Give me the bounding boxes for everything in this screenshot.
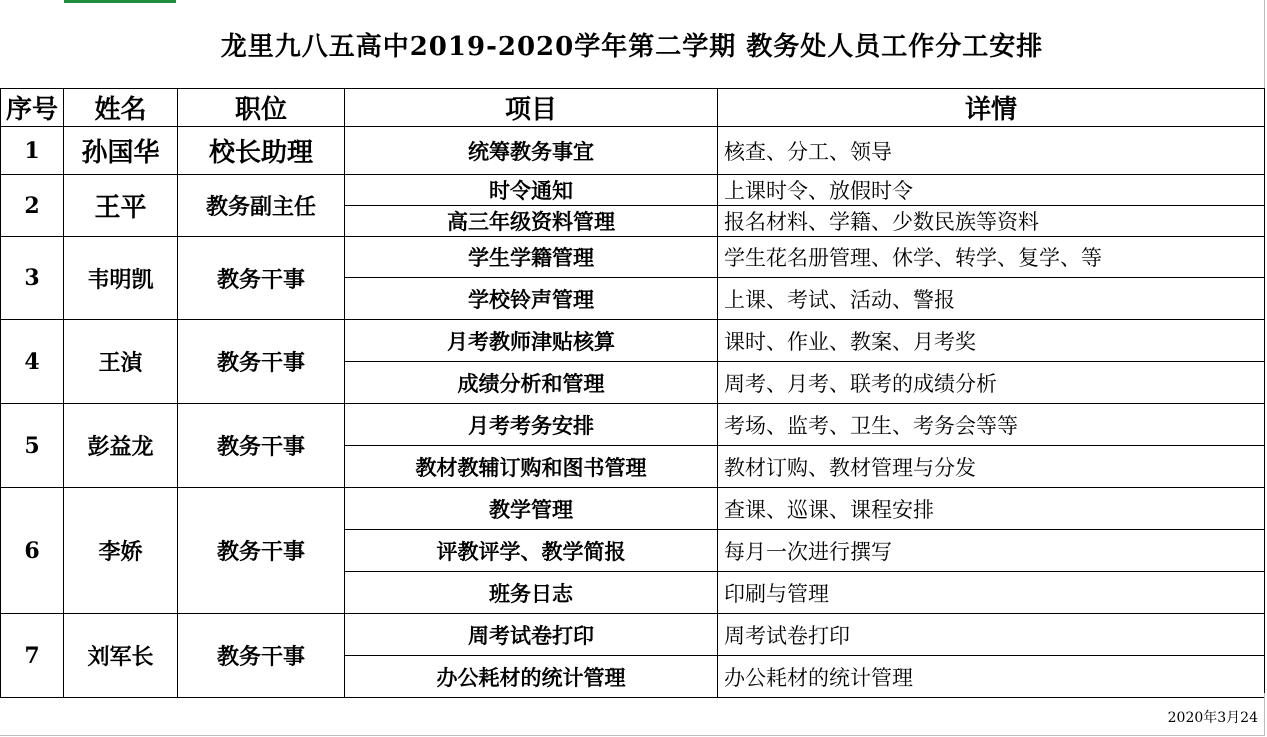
footer-date: 2020年3月24	[1167, 710, 1258, 726]
detail-cell: 上课、考试、活动、警报	[718, 278, 1265, 320]
item-cell: 时令通知	[345, 175, 718, 206]
seq-cell: 3	[1, 237, 64, 320]
item-cell: 班务日志	[345, 572, 718, 614]
name-cell: 刘军长	[64, 614, 178, 698]
header-item: 项目	[345, 89, 718, 127]
detail-cell: 印刷与管理	[718, 572, 1265, 614]
item-cell: 成绩分析和管理	[345, 362, 718, 404]
detail-cell: 办公耗材的统计管理	[718, 656, 1265, 698]
name-cell: 孙国华	[64, 127, 178, 175]
item-cell: 学校铃声管理	[345, 278, 718, 320]
item-cell: 高三年级资料管理	[345, 206, 718, 237]
item-cell: 周考试卷打印	[345, 614, 718, 656]
item-cell: 教材教辅订购和图书管理	[345, 446, 718, 488]
detail-cell: 每月一次进行撰写	[718, 530, 1265, 572]
name-cell: 彭益龙	[64, 404, 178, 488]
position-cell: 教务干事	[178, 404, 345, 488]
title-text: 龙里九八五高中2019-2020学年第二学期 教务处人员工作分工安排	[220, 31, 1044, 62]
detail-cell: 周考试卷打印	[718, 614, 1265, 656]
item-cell: 评教评学、教学简报	[345, 530, 718, 572]
header-name: 姓名	[64, 89, 178, 127]
page-title	[0, 0, 1265, 89]
assignment-table	[0, 88, 1265, 698]
position-cell: 教务副主任	[178, 175, 345, 237]
detail-cell: 报名材料、学籍、少数民族等资料	[718, 206, 1265, 237]
name-cell: 王平	[64, 175, 178, 237]
detail-cell: 课时、作业、教案、月考奖	[718, 320, 1265, 362]
seq-cell: 2	[1, 175, 64, 237]
position-cell: 教务干事	[178, 614, 345, 698]
seq-cell: 1	[1, 127, 64, 175]
table-row	[1, 488, 1265, 530]
position-cell: 教务干事	[178, 488, 345, 614]
position-cell: 教务干事	[178, 237, 345, 320]
detail-cell: 教材订购、教材管理与分发	[718, 446, 1265, 488]
seq-cell: 4	[1, 320, 64, 404]
seq-cell: 7	[1, 614, 64, 698]
seq-cell: 5	[1, 404, 64, 488]
item-cell: 教学管理	[345, 488, 718, 530]
table-row	[1, 404, 1265, 446]
header-position: 职位	[178, 89, 345, 127]
table-row	[1, 175, 1265, 206]
position-cell: 教务干事	[178, 320, 345, 404]
header-detail: 详情	[718, 89, 1265, 127]
name-cell: 王湞	[64, 320, 178, 404]
item-cell: 月考考务安排	[345, 404, 718, 446]
detail-cell: 上课时令、放假时令	[718, 175, 1265, 206]
header-seq: 序号	[1, 89, 64, 127]
table-row	[1, 614, 1265, 656]
detail-cell: 查课、巡课、课程安排	[718, 488, 1265, 530]
seq-cell: 6	[1, 488, 64, 614]
item-cell: 统筹教务事宜	[345, 127, 718, 175]
table-row	[1, 237, 1265, 278]
table-row	[1, 320, 1265, 362]
position-cell: 校长助理	[178, 127, 345, 175]
detail-cell: 核查、分工、领导	[718, 127, 1265, 175]
detail-cell: 考场、监考、卫生、考务会等等	[718, 404, 1265, 446]
item-cell: 办公耗材的统计管理	[345, 656, 718, 698]
header-row	[1, 89, 1265, 127]
table-row	[1, 127, 1265, 175]
item-cell: 月考教师津贴核算	[345, 320, 718, 362]
name-cell: 韦明凯	[64, 237, 178, 320]
detail-cell: 周考、月考、联考的成绩分析	[718, 362, 1265, 404]
name-cell: 李娇	[64, 488, 178, 614]
detail-cell: 学生花名册管理、休学、转学、复学、等	[718, 237, 1265, 278]
item-cell: 学生学籍管理	[345, 237, 718, 278]
footer-row	[0, 693, 1265, 736]
